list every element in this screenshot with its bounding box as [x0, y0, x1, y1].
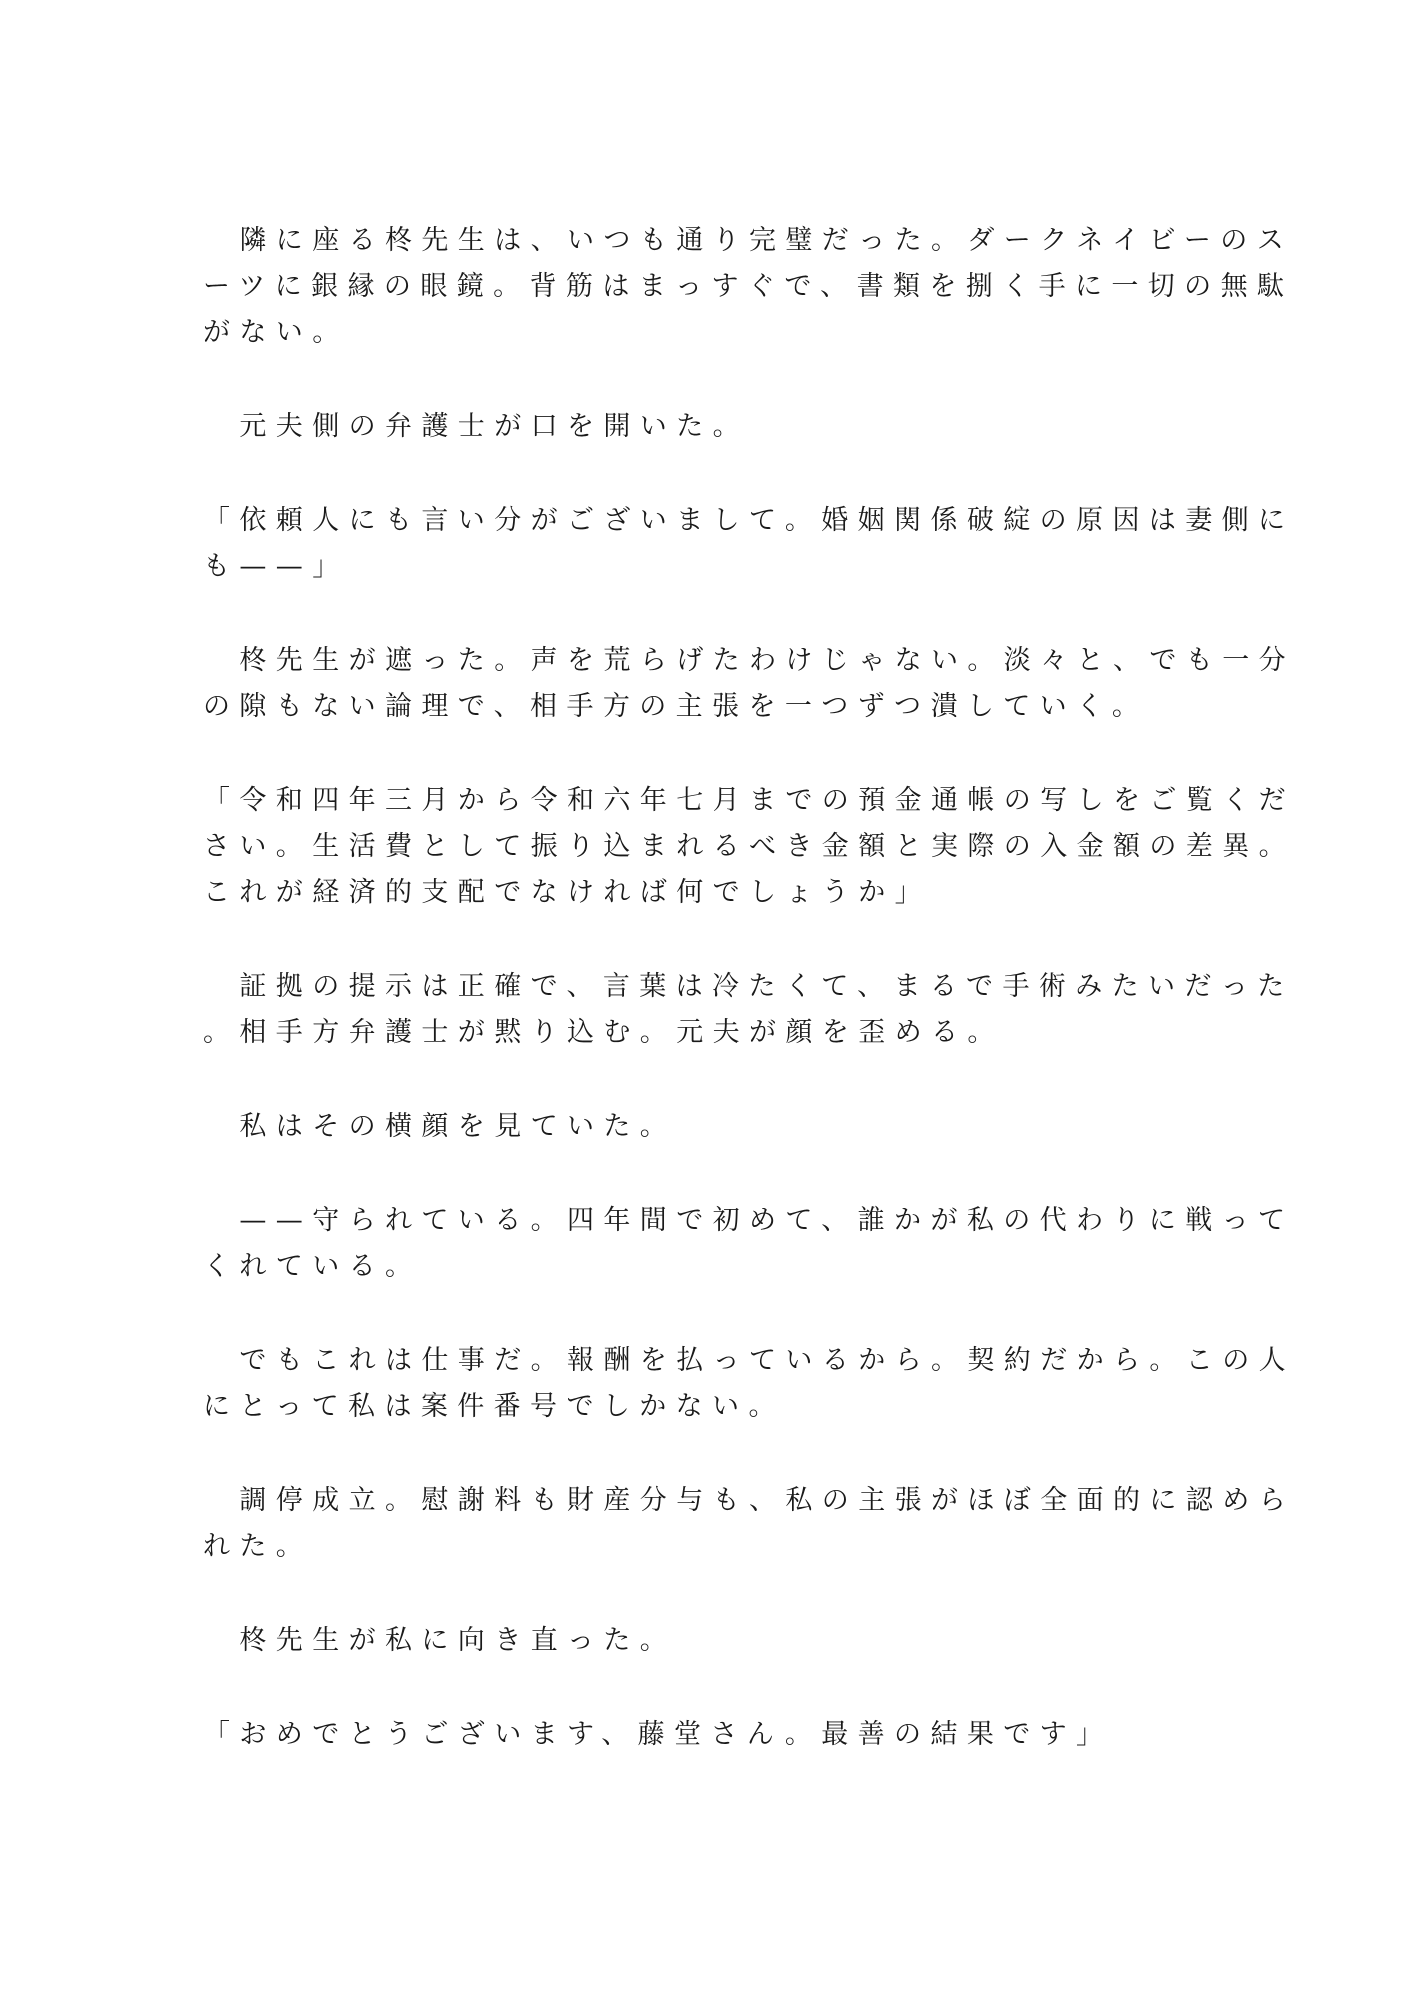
paragraph	[203, 778, 1295, 916]
text-line: 元夫側の弁護士が口を開いた。	[203, 411, 749, 442]
text-line: ーツに銀縁の眼鏡。背筋はまっすぐで、書類を捌く手に一切の無駄	[203, 271, 1294, 302]
body-text	[203, 218, 1295, 1806]
paragraph	[203, 1338, 1295, 1430]
paragraph	[203, 638, 1295, 730]
text-line: 「おめでとうございます、藤堂さん。最善の結果です」	[203, 1719, 1113, 1750]
text-line: 私はその横顔を見ていた。	[203, 1111, 677, 1142]
text-line: 柊先生が遮った。声を荒らげたわけじゃない。淡々と、でも一分	[203, 645, 1295, 676]
paragraph	[203, 404, 1175, 450]
paragraph	[203, 1712, 1175, 1758]
text-line: 「令和四年三月から令和六年七月までの預金通帳の写しをご覧くだ	[203, 785, 1295, 816]
paragraph	[203, 1478, 1295, 1570]
paragraph	[203, 1198, 1295, 1290]
text-line: 隣に座る柊先生は、いつも通り完璧だった。ダークネイビーのス	[203, 225, 1294, 256]
text-line: ——守られている。四年間で初めて、誰かが私の代わりに戦って	[203, 1205, 1295, 1236]
text-line: 。相手方弁護士が黙り込む。元夫が顔を歪める。	[203, 1017, 1004, 1048]
text-line: の隙もない論理で、相手方の主張を一つずつ潰していく。	[203, 691, 1149, 722]
paragraph	[203, 218, 1294, 356]
text-line: 調停成立。慰謝料も財産分与も、私の主張がほぼ全面的に認めら	[203, 1485, 1295, 1516]
text-line: がない。	[203, 317, 349, 348]
paragraph	[203, 1104, 1175, 1150]
paragraph	[203, 498, 1295, 590]
text-line: にとって私は案件番号でしかない。	[203, 1391, 785, 1422]
text-line: これが経済的支配でなければ何でしょうか」	[203, 877, 931, 908]
text-line: でもこれは仕事だ。報酬を払っているから。契約だから。この人	[203, 1345, 1295, 1376]
text-line: くれている。	[203, 1251, 422, 1282]
text-line: れた。	[203, 1531, 313, 1562]
text-line: 「依頼人にも言い分がございまして。婚姻関係破綻の原因は妻側に	[203, 505, 1295, 536]
text-line: さい。生活費として振り込まれるべき金額と実際の入金額の差異。	[203, 831, 1295, 862]
text-line: 証拠の提示は正確で、言葉は冷たくて、まるで手術みたいだった	[203, 971, 1294, 1002]
paragraph	[203, 1618, 1175, 1664]
text-line: も——」	[203, 551, 349, 582]
text-line: 柊先生が私に向き直った。	[203, 1625, 677, 1656]
paragraph	[203, 964, 1294, 1056]
